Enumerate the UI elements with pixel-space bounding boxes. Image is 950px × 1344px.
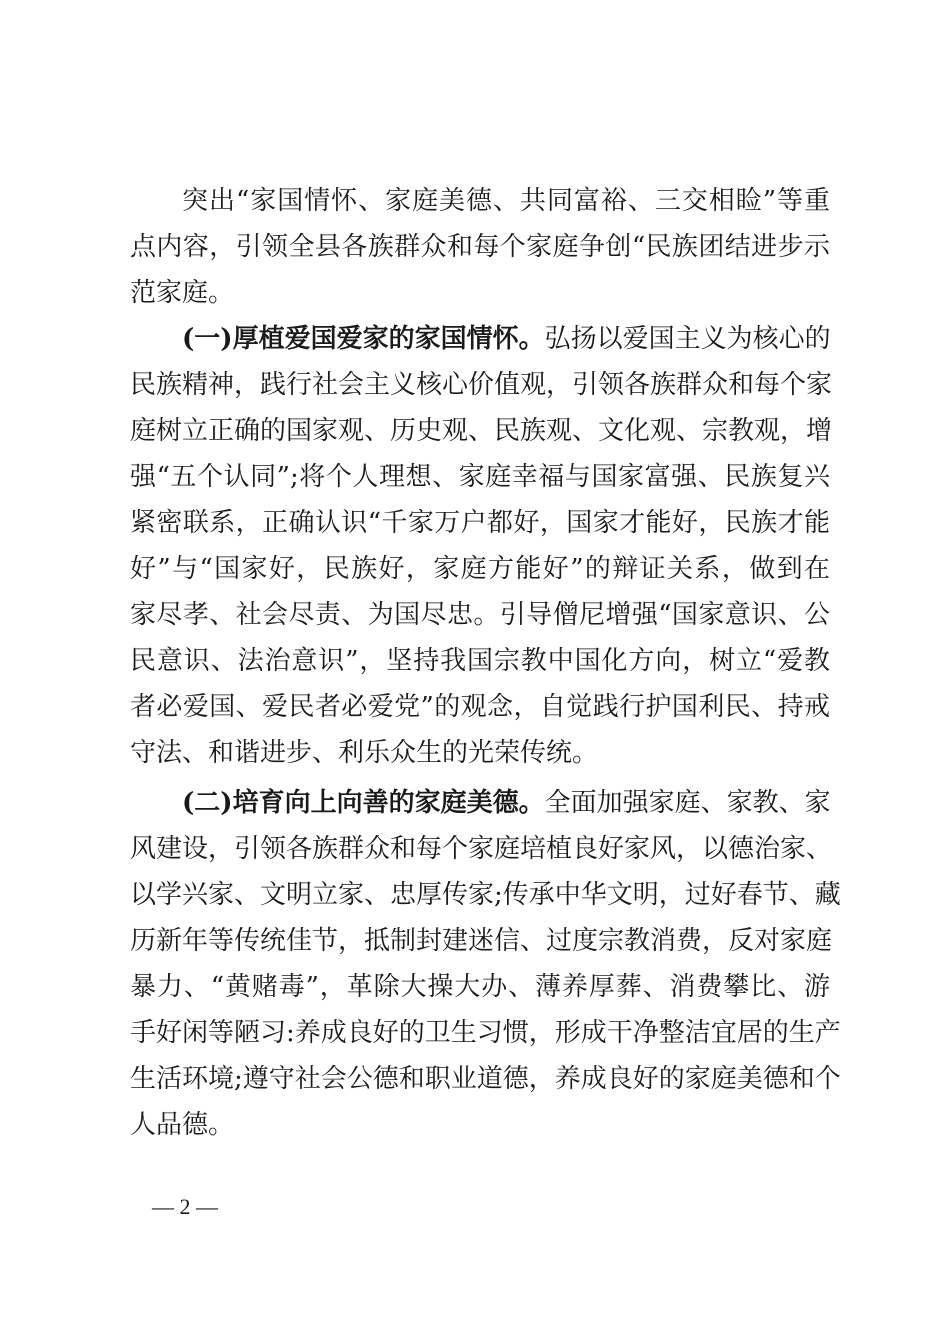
section-1-line-2: 民族精神，践行社会主义核心价值观，引领各族群众和每个家 [130, 370, 833, 400]
section-1-line-3: 庭树立正确的国家观、历史观、民族观、文化观、宗教观，增 [130, 416, 833, 446]
section-2-first-line-rest: 全面加强家庭、家教、家 [544, 788, 831, 818]
section-1-line-4: 强“五个认同”;将个人理想、家庭幸福与国家富强、民族复兴 [130, 462, 830, 492]
section-2-line-4: 历新年等传统佳节，抵制封建迷信、过度宗教消费，反对家庭 [130, 926, 833, 956]
section-2-line-7: 生活环境;遵守社会公德和职业道德，养成良好的家庭美德和个 [130, 1064, 841, 1094]
section-1-line-10: 守法、和谐进步、利乐众生的光荣传统。 [130, 738, 599, 768]
section-2-line-8: 人品德。 [130, 1110, 235, 1140]
intro-line-1: 突出“家国情怀、家庭美德、共同富裕、三交相睑”等重 [182, 186, 830, 216]
section-2-first-line [182, 780, 830, 826]
section-2-heading: (二)培育向上向善的家庭美德。 [182, 788, 545, 818]
intro-line-3: 范家庭。 [130, 278, 235, 308]
section-2-line-2: 风建设，引领各族群众和每个家庭培植良好家风，以德治家、 [130, 834, 833, 864]
section-2-line-6: 手好闲等陋习:养成良好的卫生习惯，形成干净整洁宜居的生产 [130, 1018, 841, 1048]
intro-line-2: 点内容，引领全县各族群众和每个家庭争创“民族团结进步示 [130, 232, 830, 262]
section-1-heading: (一)厚植爱国爱家的家国情怀。 [182, 324, 545, 354]
page-number: — 2 — [152, 1194, 218, 1219]
section-1-first-line [182, 316, 830, 362]
section-1-first-line-rest: 弘扬以爱国主义为核心的 [544, 324, 831, 354]
section-1-line-6: 好”与“国家好，民族好，家庭方能好”的辩证关系，做到在 [130, 554, 830, 584]
section-2-line-3: 以学兴家、文明立家、忠厚传家;传承中华文明，过好春节、藏 [130, 880, 841, 910]
section-1-line-5: 紧密联系，正确认识“千家万户都好，国家才能好，民族才能 [130, 508, 830, 538]
section-2-line-5: 暴力、“黄赌毒”，革除大操大办、薄养厚葬、消费攀比、游 [130, 972, 830, 1002]
section-1-line-9: 者必爱国、爱民者必爱党”的观念，自觉践行护国利民、持戒 [130, 692, 830, 722]
section-1-line-8: 民意识、法治意识”，坚持我国宗教中国化方向，树立“爱教 [130, 646, 830, 676]
section-1-line-7: 家尽孝、社会尽责、为国尽忠。引导僧尼增强“国家意识、公 [130, 600, 830, 630]
